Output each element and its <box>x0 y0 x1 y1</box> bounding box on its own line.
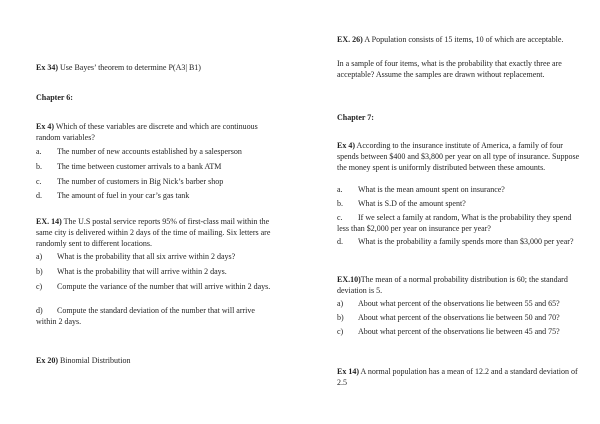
list-item-letter: c) <box>337 327 344 336</box>
list-item-text: What is the probability that all six arrive within 2 days? <box>57 252 236 261</box>
list-item-letter: c. <box>337 213 343 222</box>
exercise-ex4 <box>36 121 276 143</box>
exercise-ex10 <box>337 274 582 296</box>
list-item-text: If we select a family at random, What is the probability they spend less than $2,000 per year on insurance per year? <box>337 213 572 233</box>
chapter-heading-text: Chapter 7: <box>337 113 374 122</box>
list-item-letter: a. <box>337 185 343 194</box>
list-item-letter: d) <box>36 306 43 315</box>
list-item-text: The time between customer arrivals to a bank ATM <box>57 162 222 171</box>
exercise-ex4 <box>337 140 582 173</box>
list-item-a <box>36 146 276 157</box>
chapter-heading-text: Chapter 6: <box>36 93 73 102</box>
exercise-ex34 <box>36 62 276 73</box>
list-item-b <box>337 198 582 209</box>
list-item-letter: d. <box>36 191 42 200</box>
list-item-letter: d. <box>337 237 343 246</box>
list-item-letter: c. <box>36 177 42 186</box>
exercise-text: A Population consists of 15 items, 10 of which are acceptable. <box>362 35 564 44</box>
list-item-a <box>337 298 582 309</box>
exercise-label: Ex 4) <box>337 141 355 150</box>
list-item-text: The number of new accounts established by a salesperson <box>57 147 242 156</box>
list-item-a <box>337 184 582 195</box>
list-item-text: About what percent of the observations lie between 55 and 65? <box>358 299 560 308</box>
list-item-d <box>337 236 582 247</box>
list-item-letter: b) <box>337 313 344 322</box>
document-page-left <box>36 0 276 424</box>
exercise-label: Ex 20) <box>36 356 58 365</box>
list-item-letter: a) <box>337 299 344 308</box>
exercise-ex14 <box>337 366 582 388</box>
exercise-ex26 <box>337 34 582 45</box>
list-item-letter: a) <box>36 252 43 261</box>
exercise-text: Which of these variables are discrete and which are continuous random variables? <box>36 122 258 142</box>
exercise-label: Ex 14) <box>337 367 359 376</box>
list-item-c <box>337 326 582 337</box>
exercise-label: Ex 4) <box>36 122 54 131</box>
list-item-c <box>36 176 276 187</box>
list-item-c <box>337 212 582 234</box>
list-item-d <box>36 190 276 201</box>
paragraph-text: In a sample of four items, what is the probability that exactly three are acceptable? Assume the samples are drawn without replacement. <box>337 59 562 79</box>
list-item-d <box>36 305 276 327</box>
list-item-text: Compute the standard deviation of the number that will arrive within 2 days. <box>36 306 255 326</box>
list-item-text: What is S.D of the amount spent? <box>358 199 466 208</box>
list-item-text: The number of customers in Big Nick’s barber shop <box>57 177 224 186</box>
document-page-right <box>337 0 582 424</box>
list-item-letter: a. <box>36 147 42 156</box>
list-item-text: What is the probability that will arrive within 2 days. <box>57 267 227 276</box>
list-item-b <box>36 161 276 172</box>
exercise-label: EX.10) <box>337 275 361 284</box>
exercise-text: According to the insurance institute of America, a family of four spends between $400 and $3,800 per year on all type of insurance. Suppose the money spent is uniformly distributed between these amounts. <box>337 141 580 172</box>
paragraph <box>337 58 582 80</box>
exercise-ex14 <box>36 216 276 249</box>
list-item-letter: b) <box>36 267 43 276</box>
list-item-text: Compute the variance of the number that will arrive within 2 days. <box>57 282 271 291</box>
chapter-heading-7 <box>337 112 582 123</box>
exercise-text: The U.S postal service reports 95% of first-class mail within the same city is delivered within 2 days of the time of mailing. Six letters are randomly sent to different locations. <box>36 217 271 248</box>
list-item-text: What is the mean amount spent on insurance? <box>358 185 505 194</box>
list-item-letter: c) <box>36 282 43 291</box>
exercise-label: EX. 14) <box>36 217 62 226</box>
exercise-text: Use Bayes’ theorem to determine P(A3| B1) <box>58 63 201 72</box>
exercise-text: The mean of a normal probability distribution is 60; the standard deviation is 5. <box>337 275 568 295</box>
exercise-label: Ex 34) <box>36 63 58 72</box>
list-item-letter: b. <box>36 162 42 171</box>
list-item-b <box>337 312 582 323</box>
list-item-text: About what percent of the observations lie between 50 and 70? <box>358 313 560 322</box>
exercise-text: A normal population has a mean of 12.2 and a standard deviation of 2.5 <box>337 367 578 387</box>
list-item-b <box>36 266 276 277</box>
list-item-text: About what percent of the observations lie between 45 and 75? <box>358 327 560 336</box>
exercise-label: EX. 26) <box>337 35 363 44</box>
list-item-a <box>36 251 276 262</box>
exercise-text: Binomial Distribution <box>58 356 131 365</box>
exercise-ex20 <box>36 355 276 366</box>
chapter-heading-6 <box>36 92 276 103</box>
list-item-letter: b. <box>337 199 343 208</box>
list-item-text: The amount of fuel in your car’s gas tank <box>57 191 190 200</box>
list-item-c <box>36 281 276 292</box>
list-item-text: What is the probability a family spends more than $3,000 per year? <box>358 237 574 246</box>
